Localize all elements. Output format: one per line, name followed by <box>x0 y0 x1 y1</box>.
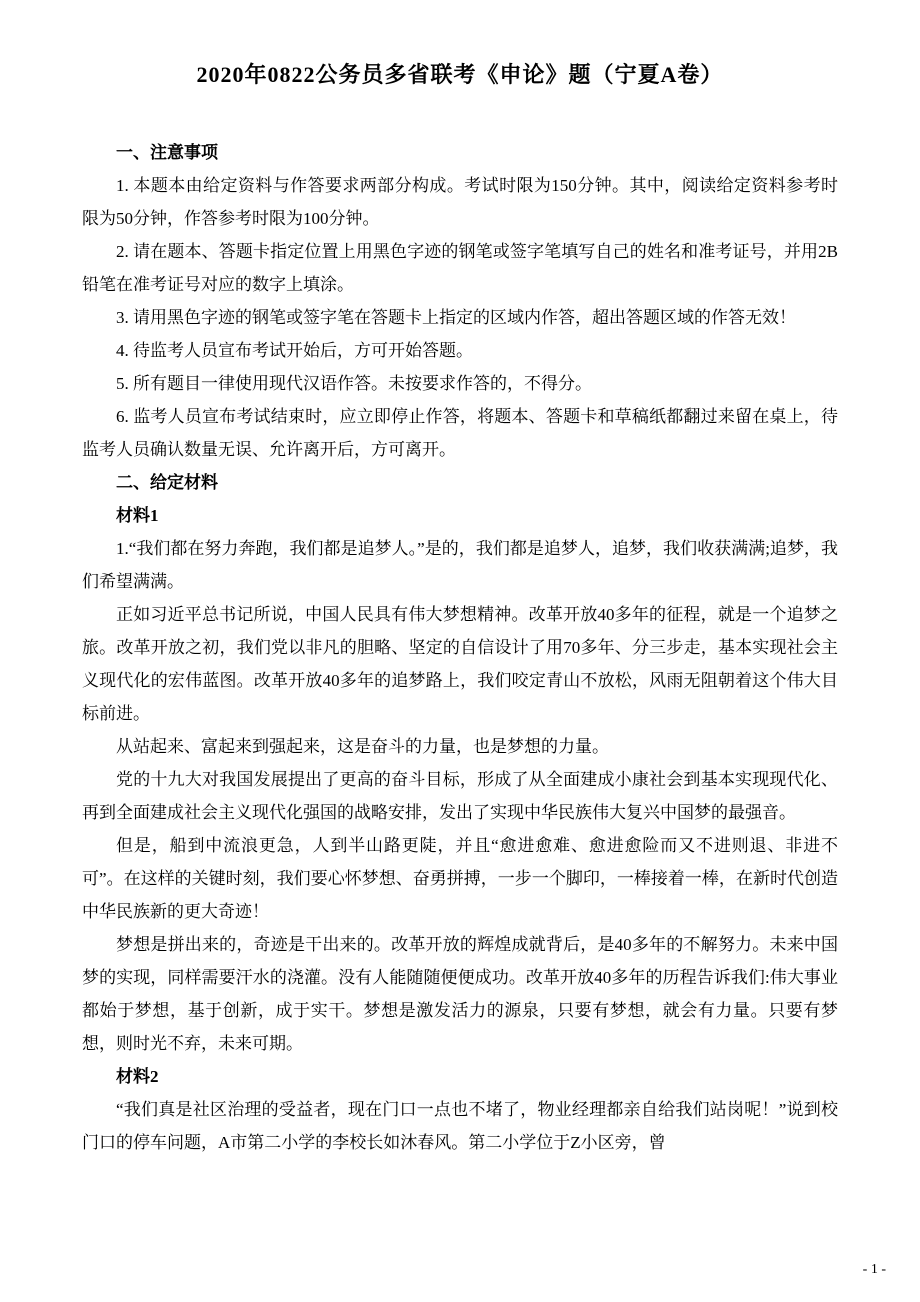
paragraph: 党的十九大对我国发展提出了更高的奋斗目标，形成了从全面建成小康社会到基本实现现代化、再到全面建成社会主义现代化强国的战略安排，发出了实现中华民族伟大复兴中国梦的最强音。 <box>82 770 838 822</box>
materials-section <box>82 466 838 1159</box>
material2-label: 材料2 <box>116 1067 159 1086</box>
notice-item: 5. 所有题目一律使用现代汉语作答。未按要求作答的，不得分。 <box>116 374 592 393</box>
notice-item: 2. 请在题本、答题卡指定位置上用黑色字迹的钢笔或签字笔填写自己的姓名和准考证号，并用2B铅笔在准考证号对应的数字上填涂。 <box>82 242 838 294</box>
notice-item: 1. 本题本由给定资料与作答要求两部分构成。考试时限为150分钟。其中，阅读给定资料参考时限为50分钟，作答参考时限为100分钟。 <box>82 176 838 228</box>
notice-heading: 一、注意事项 <box>116 143 218 162</box>
notice-item: 3. 请用黑色字迹的钢笔或签字笔在答题卡上指定的区域内作答，超出答题区域的作答无效！ <box>116 308 796 327</box>
material1-label: 材料1 <box>116 506 159 525</box>
paragraph: 但是，船到中流浪更急，人到半山路更陡，并且“愈进愈难、愈进愈险而又不进则退、非进不可”。在这样的关键时刻，我们要心怀梦想、奋勇拼搏，一步一个脚印，一棒接着一棒，在新时代创造中华民族新的更大奇迹！ <box>82 836 838 921</box>
paragraph: “我们真是社区治理的受益者，现在门口一点也不堵了，物业经理都亲自给我们站岗呢！”说到校门口的停车问题，A市第二小学的李校长如沐春风。第二小学位于Z小区旁，曾 <box>82 1100 838 1152</box>
paragraph: 梦想是拼出来的，奇迹是干出来的。改革开放的辉煌成就背后，是40多年的不解努力。未来中国 梦的实现，同样需要汗水的浇灌。没有人能随随便便成功。改革开放40多年的历程告诉我们:伟大事业都始于梦想，基于创新，成于实干。梦想是激发活力的源泉，只要有梦想，就会有力量。只要有梦想，则时光不弃，未来可期。 <box>82 935 838 1053</box>
paragraph: 1.“我们都在努力奔跑，我们都是追梦人。”是的，我们都是追梦人，追梦，我们收获满满;追梦，我们希望满满。 <box>82 539 838 591</box>
page-number: - 1 - <box>862 1262 886 1277</box>
paragraph: 正如习近平总书记所说，中国人民具有伟大梦想精神。改革开放40多年的征程，就是一个追梦之旅。改革开放之初，我们党以非凡的胆略、坚定的自信设计了用70多年、分三步走，基本实现社会主义现代化的宏伟蓝图。改革开放40多年的追梦路上，我们咬定青山不放松，风雨无阻朝着这个伟大目标前进。 <box>82 605 838 723</box>
paragraph: 从站起来、富起来到强起来，这是奋斗的力量，也是梦想的力量。 <box>116 737 609 756</box>
document-title: 2020年0822公务员多省联考《申论》题（宁夏A卷） <box>196 62 724 87</box>
notice-item: 6. 监考人员宣布考试结束时，应立即停止作答，将题本、答题卡和草稿纸都翻过来留在桌上，待监考人员确认数量无误、允许离开后，方可离开。 <box>82 407 838 459</box>
materials-heading: 二、给定材料 <box>116 473 218 492</box>
notice-item: 4. 待监考人员宣布考试开始后，方可开始答题。 <box>116 341 473 360</box>
notice-section <box>82 136 838 466</box>
